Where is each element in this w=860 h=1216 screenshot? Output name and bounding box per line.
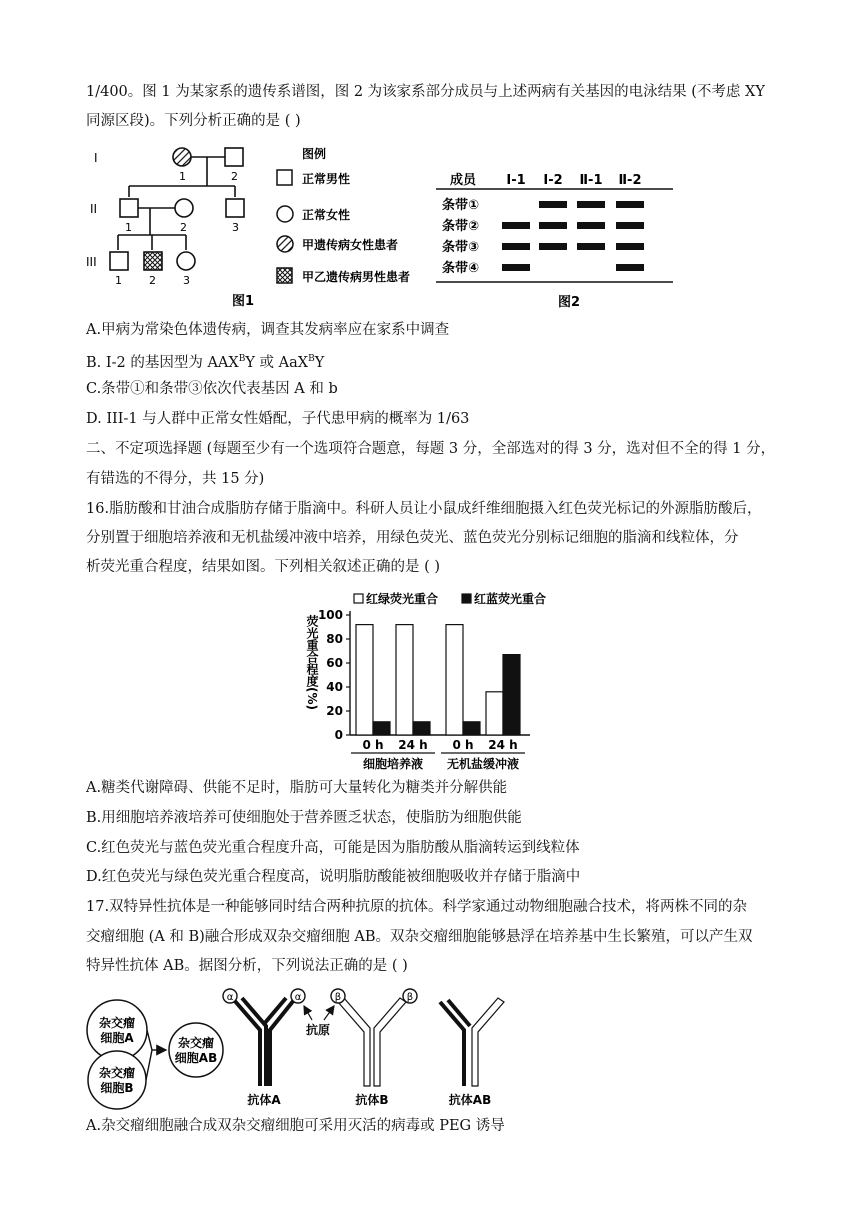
gel-col-header: Ⅰ-1 <box>506 173 526 188</box>
bar <box>446 625 463 735</box>
x-tick-label: 0 h <box>452 738 474 752</box>
q16-option-c: C.红色荧光与蓝色荧光重合程度升高，可能是因为脂肪酸从脂滴转运到线粒体 <box>86 840 580 856</box>
gel-band <box>577 222 605 229</box>
gel-band <box>577 243 605 250</box>
gel-band <box>502 243 530 250</box>
gel-band <box>616 264 644 271</box>
group-label: 细胞培养液 <box>362 757 424 770</box>
gel-band <box>502 222 530 229</box>
pedigree-III1 <box>110 252 128 270</box>
gel-band <box>539 201 567 208</box>
cell-b-label2: 细胞B <box>100 1081 134 1095</box>
pedigree-III3 <box>177 252 195 270</box>
legend-label: 红绿荧光重合 <box>366 592 439 606</box>
bar <box>413 722 430 735</box>
gel-band <box>577 201 605 208</box>
legend-female-label: 正常女性 <box>302 208 351 222</box>
y-tick-label: 0 <box>334 728 343 742</box>
cell-a-label1: 杂交瘤 <box>98 1016 136 1030</box>
antibody-b-label: 抗体B <box>355 1093 389 1107</box>
q16-option-d: D.红色荧光与绿色荧光重合程度高，说明脂肪酸能被细胞吸收并存储于脂滴中 <box>86 869 581 885</box>
bar <box>373 722 390 735</box>
beta-label-b: β <box>334 992 342 1003</box>
alpha-label-a: α <box>226 992 234 1003</box>
q16-line2: 分别置于细胞培养液和无机盐缓冲液中培养，用绿色荧光、蓝色荧光分别标记细胞的脂滴和线粒体，分 <box>86 530 739 546</box>
legend-swatch <box>354 594 363 603</box>
y-tick-label: 80 <box>326 632 343 646</box>
x-tick-label: 24 h <box>398 738 428 752</box>
group-label: 无机盐缓冲液 <box>446 757 520 770</box>
pedigree-III2 <box>144 252 162 270</box>
legend-male-icon <box>277 170 292 185</box>
label-I2: 2 <box>231 170 238 183</box>
pedigree-I2 <box>225 148 243 166</box>
cell-a-label2: 细胞A <box>100 1031 134 1045</box>
gel-band <box>616 201 644 208</box>
gel-col-header: Ⅱ-2 <box>618 173 642 188</box>
gel-col-header: Ⅱ-1 <box>579 173 603 188</box>
legend-swatch <box>462 594 471 603</box>
antibody-a-label: 抗体A <box>247 1093 281 1107</box>
q15-option-c: C.条带①和条带③依次代表基因 A 和 b <box>86 381 338 397</box>
antibody-a <box>234 998 294 1086</box>
cell-ab-label2: 细胞AB <box>174 1051 218 1065</box>
antibody-b <box>338 998 406 1086</box>
section2-line1: 二、不定项选择题 (每题至少有一个选项符合题意，每题 3 分，全部选对的得 3 分，选对但不全的得 1 分， <box>86 441 776 457</box>
gen-label-I: I <box>94 151 98 165</box>
gel-row-label: 条带③ <box>442 240 480 255</box>
figure1-caption: 图1 <box>232 294 255 309</box>
q15-option-d: D. III-1 与人群中正常女性婚配，子代患甲病的概率为 1/63 <box>86 411 470 427</box>
legend-female-icon <box>277 206 293 222</box>
q15-intro-line1: 1/400。图 1 为某家系的遗传系谱图，图 2 为该家系部分成员与上述两病有关基因的电泳结果 (不考虑 XY <box>86 84 765 100</box>
pedigree-figure <box>80 140 450 310</box>
legend-a-female-label: 甲遗传病女性患者 <box>302 238 399 252</box>
y-tick-label: 20 <box>326 704 343 718</box>
figure2-caption: 图2 <box>558 295 581 310</box>
gel-band <box>502 264 530 271</box>
legend-title: 图例 <box>302 147 327 161</box>
label-III3: 3 <box>183 274 190 287</box>
beta-label-b2: β <box>406 992 414 1003</box>
gel-col-header: Ⅰ-2 <box>543 173 563 188</box>
legend-ab-male-label: 甲乙遗传病男性患者 <box>302 270 411 284</box>
gel-row-label: 条带④ <box>442 261 480 276</box>
q17-line3: 特异性抗体 AB。据图分析，下列说法正确的是 ( ) <box>86 958 408 974</box>
antigen-label: 抗原 <box>305 1023 331 1037</box>
pedigree-II3 <box>226 199 244 217</box>
pedigree-II2 <box>175 199 193 217</box>
q16-option-b: B.用细胞培养液培养可使细胞处于营养匮乏状态，使脂肪为细胞供能 <box>86 810 522 826</box>
cell-ab-label1: 杂交瘤 <box>177 1036 215 1050</box>
cell-b-label1: 杂交瘤 <box>98 1066 136 1080</box>
bar <box>356 625 373 735</box>
gel-band <box>539 243 567 250</box>
legend-label: 红蓝荧光重合 <box>474 592 547 606</box>
gel-header-member: 成员 <box>450 173 477 188</box>
fluorescence-chart <box>298 585 578 770</box>
q15-option-a: A.甲病为常染色体遗传病，调查其发病率应在家系中调查 <box>86 322 450 338</box>
label-II3: 3 <box>232 221 239 234</box>
antibody-ab <box>440 998 504 1086</box>
q17-line2: 交瘤细胞 (A 和 B)融合形成双杂交瘤细胞 AB。双杂交瘤细胞能够悬浮在培养基中生长繁殖，可以产生双 <box>86 929 753 945</box>
q16-line3: 析荧光重合程度，结果如图。下列相关叙述正确的是 ( ) <box>86 559 441 575</box>
antibody-figure <box>80 988 530 1110</box>
gel-band <box>616 222 644 229</box>
cell-ab <box>169 1023 223 1077</box>
bar <box>503 655 520 735</box>
label-II1: 1 <box>125 221 132 234</box>
y-tick-label: 60 <box>326 656 343 670</box>
legend-male-label: 正常男性 <box>302 172 351 186</box>
gel-row-label: 条带② <box>442 219 480 234</box>
bar <box>463 722 480 735</box>
label-I1: 1 <box>179 170 186 183</box>
gel-row-label: 条带① <box>442 198 480 213</box>
label-III2: 2 <box>149 274 156 287</box>
x-tick-label: 0 h <box>362 738 384 752</box>
cell-b <box>88 1051 146 1109</box>
gel-band <box>616 243 644 250</box>
q15-option-b: B. I-2 的基因型为 $AAX^BY$ 或 AaX$^B$Y <box>86 354 325 371</box>
alpha-label-a2: α <box>294 992 302 1003</box>
bar <box>396 625 413 735</box>
legend-ab-male-icon <box>277 268 292 283</box>
q17-option-a: A.杂交瘤细胞融合成双杂交瘤细胞可采用灭活的病毒或 PEG 诱导 <box>86 1118 505 1134</box>
q15-intro-line2: 同源区段)。下列分析正确的是 ( ) <box>86 113 301 129</box>
y-tick-label: 100 <box>317 608 343 622</box>
q16-line1: 16.脂肪酸和甘油合成脂肪存储于脂滴中。科研人员让小鼠成纤维细胞摄入红色荧光标记的外源脂肪酸后， <box>86 501 762 517</box>
y-tick-label: 40 <box>326 680 343 694</box>
antibody-ab-label: 抗体AB <box>448 1093 492 1107</box>
q16-option-a: A.糖类代谢障碍、供能不足时，脂肪可大量转化为糖类并分解供能 <box>86 780 508 796</box>
label-II2: 2 <box>180 221 187 234</box>
pedigree-II1 <box>120 199 138 217</box>
q17-line1: 17.双特异性抗体是一种能够同时结合两种抗原的抗体。科学家通过动物细胞融合技术，将两株不同的杂 <box>86 899 748 915</box>
bar <box>486 692 503 735</box>
chart-ylabel: 荧光重合程度(%) <box>305 615 319 710</box>
gen-label-III: III <box>86 255 97 269</box>
gel-band <box>539 222 567 229</box>
gen-label-II: II <box>90 202 98 216</box>
pedigree-I1 <box>173 148 191 166</box>
section2-line2: 有错选的不得分，共 15 分) <box>86 471 265 487</box>
x-tick-label: 24 h <box>488 738 518 752</box>
label-III1: 1 <box>115 274 122 287</box>
gel-figure <box>436 162 681 310</box>
legend-a-female-icon <box>277 236 293 252</box>
